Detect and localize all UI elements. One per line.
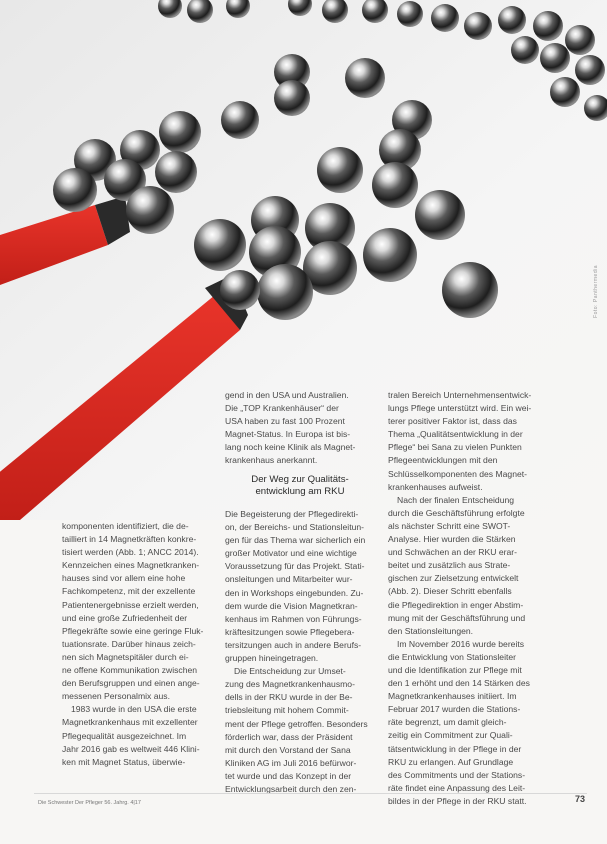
text-line: onsleitungen und Mitarbeiter wur- bbox=[225, 574, 353, 585]
text-line: tersitzungen auch in andere Berufs- bbox=[225, 639, 362, 650]
text-line: Jahr 2016 gab es weltweit 446 Klini- bbox=[62, 743, 200, 754]
text-line: Im November 2016 wurde bereits bbox=[397, 638, 525, 649]
text-line: Die Begeisterung der Pflegedirekti- bbox=[225, 509, 359, 519]
text-line: nen sich Magnetspitäler durch ei- bbox=[62, 651, 189, 662]
text-line: des Commitments und der Stations- bbox=[388, 769, 526, 780]
text-line: 1983 wurde in den USA die erste bbox=[71, 704, 197, 715]
text-line: komponenten identifiziert, die de- bbox=[62, 521, 189, 531]
text-line: triebsleitung mit hohem Commit- bbox=[225, 705, 349, 716]
text-line: Patientenergebnisse erzielt werden, bbox=[62, 599, 199, 610]
text-line: tet wurde und das Konzept in der bbox=[225, 770, 352, 781]
text-line: kenhaus im Rahmen von Führungs- bbox=[225, 613, 362, 624]
text-line: den 1 erhöht und den 14 Stärken des bbox=[388, 678, 530, 689]
text-line: gischen zur Zielsetzung entwickelt bbox=[388, 573, 519, 584]
text-line: krankenhaus anerkannt. bbox=[225, 455, 318, 466]
photo-credit: Foto: Panthermedia bbox=[593, 265, 599, 318]
text-line: Die „TOP Krankenhäuser“ der bbox=[225, 403, 339, 414]
text-line: Nach der finalen Entscheidung bbox=[397, 494, 515, 505]
text-line: mit durch den Vorstand der Sana bbox=[225, 744, 351, 755]
text-line: und Schwächen an der RKU erar- bbox=[388, 547, 517, 558]
text-line: dem wurde die Vision Magnetkran- bbox=[225, 600, 358, 611]
section-heading-wrap bbox=[225, 468, 375, 502]
text-line: ne offene Kommunikation zwischen bbox=[62, 665, 198, 676]
text-line: und die Identifikation zur Pflege mit bbox=[388, 664, 522, 675]
text-line: dells in der RKU wurde in der Be- bbox=[225, 692, 353, 703]
text-line: Pflege“ bei Sana zu vielen Punkten bbox=[388, 442, 522, 453]
text-line: tisiert werden (Abb. 1; ANCC 2014). bbox=[62, 547, 199, 558]
text-line: und eine große Zufriedenheit der bbox=[62, 612, 188, 623]
text-line: kräftesitzungen sowie Pflegebera- bbox=[225, 626, 355, 637]
heading-line: Der Weg zur Qualitäts- bbox=[251, 474, 349, 485]
text-line: ment der Pflege getroffen. Besonders bbox=[225, 718, 368, 729]
page-number: 73 bbox=[574, 794, 585, 804]
footer-divider bbox=[34, 793, 587, 794]
text-line: bildes in der Pflege in der RKU statt. bbox=[388, 795, 527, 806]
text-line: Fachkompetenz, mit der exzellente bbox=[62, 586, 196, 597]
text-line: großer Motivator und eine wichtige bbox=[225, 548, 357, 559]
text-line: den Berufsgruppen und einen ange- bbox=[62, 678, 200, 689]
text-line: tätsentwicklung in der Pflege in der bbox=[388, 743, 522, 754]
text-line: ken mit Magnet Status, überwie- bbox=[62, 756, 186, 767]
section-heading bbox=[225, 474, 375, 498]
text-line: tailliert in 14 Magnetkräften konkre- bbox=[62, 534, 197, 545]
text-line: Schlüsselkomponenten des Magnet- bbox=[388, 468, 528, 479]
text-line: gend in den USA und Australien. bbox=[225, 390, 349, 400]
text-line: Pflegeentwicklungen mit den bbox=[388, 455, 498, 466]
text-line: durch die Geschäftsführung erfolgte bbox=[388, 507, 525, 518]
text-line: die Pflegedirektion in enger Abstim- bbox=[388, 599, 524, 610]
text-line: Pflegekräfte sowie eine geringe Fluk- bbox=[62, 625, 204, 636]
text-line: als nächster Schritt eine SWOT- bbox=[388, 520, 511, 531]
text-line: zeitig ein Commitment zur Quali- bbox=[388, 730, 513, 741]
text-line: mung mit der Geschäftsführung und bbox=[388, 612, 526, 623]
footer-source: Die Schwester Der Pfleger 56. Jahrg. 4|17 bbox=[38, 800, 141, 806]
text-line: (Abb. 2). Dieser Schritt ebenfalls bbox=[388, 586, 512, 597]
text-line: lang noch keine Klinik als Magnet- bbox=[225, 442, 356, 453]
text-line: Thema „Qualitätsentwicklung in der bbox=[388, 429, 523, 440]
text-line: Kliniken AG im Juli 2016 befürwor- bbox=[225, 757, 357, 768]
text-line: Kennzeichen eines Magnetkranken- bbox=[62, 560, 200, 571]
text-line: die Entwicklung von Stationsleiter bbox=[388, 651, 517, 662]
text-line: krankenhauses aufweist. bbox=[388, 481, 483, 492]
text-line: RKU zu erlangen. Auf Grundlage bbox=[388, 756, 514, 767]
text-line: den in Workshops eingebunden. Zu- bbox=[225, 587, 364, 598]
text-line: tuationsrate. Darüber hinaus zeich- bbox=[62, 638, 196, 649]
text-line: USA haben zu fast 100 Prozent bbox=[225, 416, 345, 427]
column-left bbox=[62, 520, 212, 769]
text-line: messenen Personalmix aus. bbox=[62, 691, 170, 702]
text-line: gen für das Thema war sicherlich ein bbox=[225, 535, 366, 546]
column-right bbox=[388, 389, 548, 808]
column-middle-top bbox=[225, 389, 375, 468]
text-line: Analyse. Hier wurden die Stärken bbox=[388, 534, 516, 545]
text-line: Magnetkrankenhaus mit exzellenter bbox=[62, 717, 198, 728]
text-line: Entwicklungsarbeit durch den zen- bbox=[225, 783, 357, 794]
text-line: den Stationsleitungen. bbox=[388, 625, 474, 636]
text-line: hauses sind vor allem eine hohe bbox=[62, 573, 186, 584]
text-line: räte findet eine Anpassung des Leit- bbox=[388, 782, 526, 793]
text-line: Die Entscheidung zur Umset- bbox=[234, 666, 346, 677]
column-middle-bottom bbox=[225, 508, 375, 796]
text-line: Voraussetzung für das Projekt. Stati- bbox=[225, 561, 365, 572]
text-line: gruppen hineingetragen. bbox=[225, 653, 319, 664]
text-line: on, der Bereichs- und Stationsleitun- bbox=[225, 522, 365, 533]
heading-line: entwicklung am RKU bbox=[255, 486, 345, 497]
text-line: förderlich war, dass der Präsident bbox=[225, 731, 353, 742]
text-line: Magnetkrankenhauses initiiert. Im bbox=[388, 691, 517, 702]
text-line: lungs Pflege unterstützt wird. Ein wei- bbox=[388, 403, 532, 414]
text-line: zung des Magnetkrankenhausmo- bbox=[225, 679, 355, 690]
text-line: beitet und zusätzlich aus Strate- bbox=[388, 560, 511, 571]
text-line: Pflegequalität ausgezeichnet. Im bbox=[62, 730, 187, 741]
text-line: terer positiver Faktor ist, dass das bbox=[388, 416, 517, 427]
text-line: tralen Bereich Unternehmensentwick- bbox=[388, 390, 532, 400]
text-line: Magnet-Status. In Europa ist bis- bbox=[225, 429, 351, 440]
text-line: Februar 2017 wurden die Stations- bbox=[388, 704, 521, 715]
text-line: räte begrenzt, um damit gleich- bbox=[388, 717, 507, 728]
